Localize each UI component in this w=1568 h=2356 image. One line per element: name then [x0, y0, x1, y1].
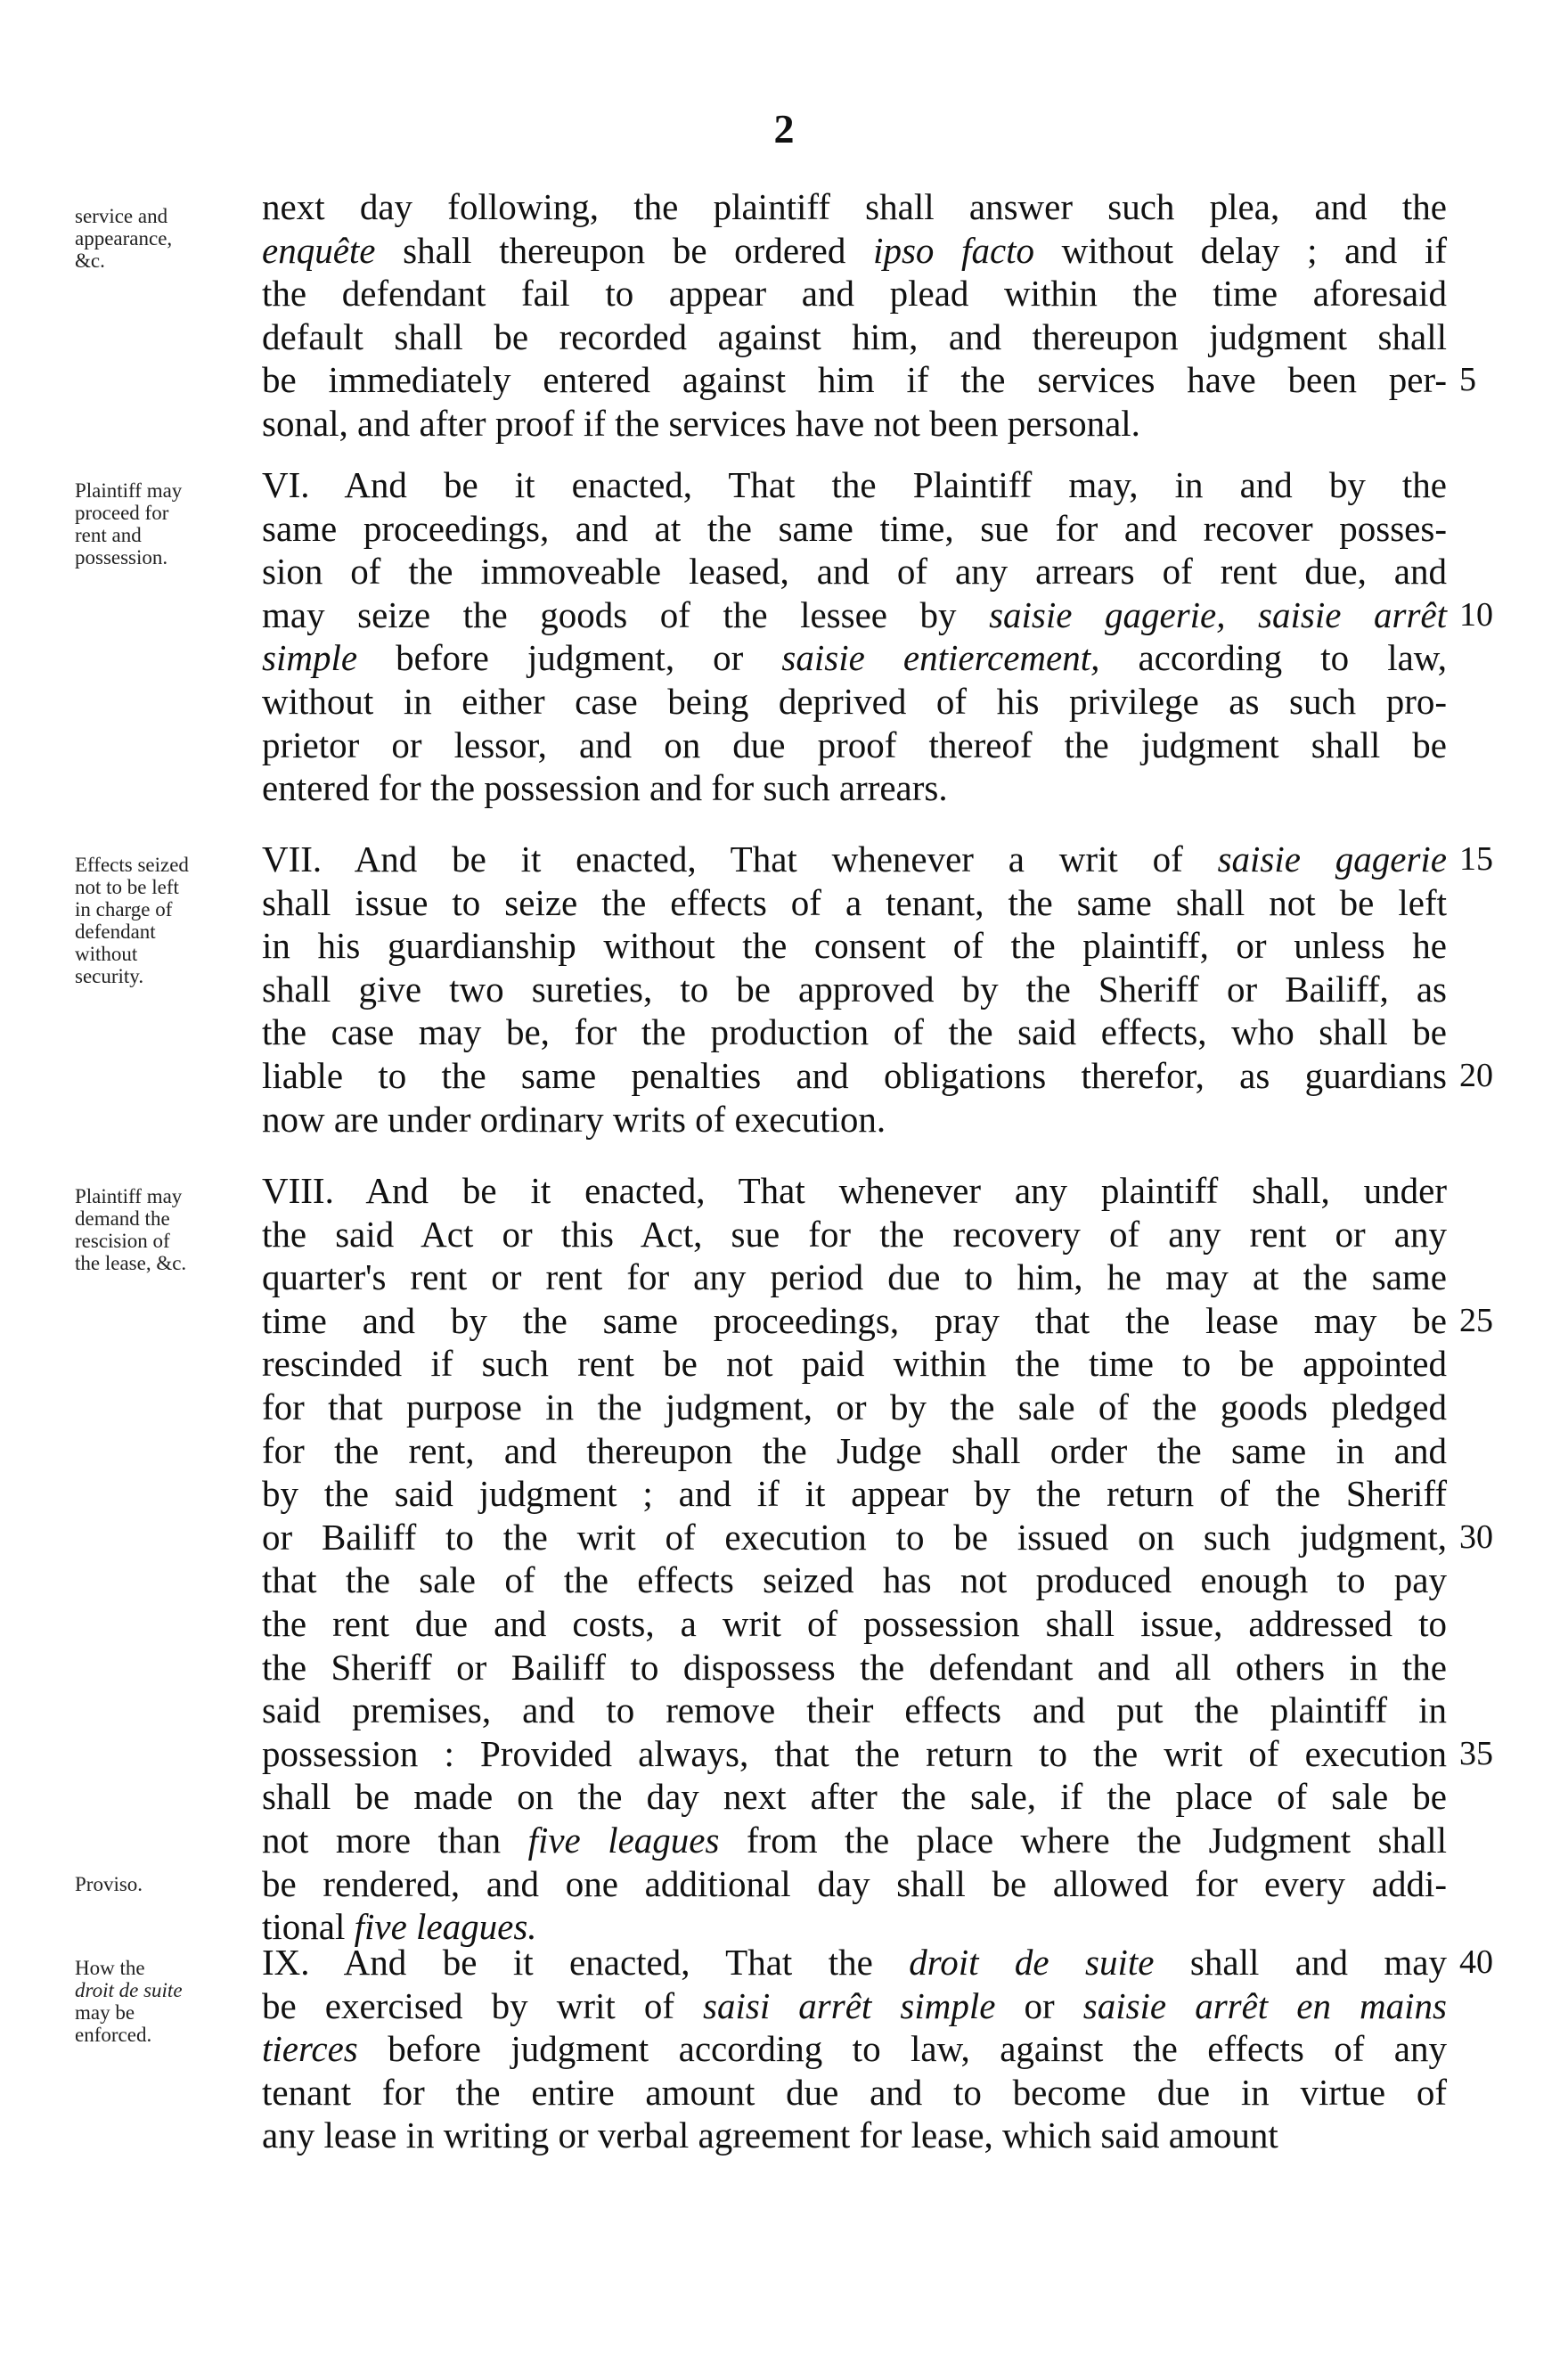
text-line [262, 2114, 1447, 2157]
line-number: 10 [1459, 595, 1493, 634]
text-run: now are under ordinary writs of execution. [262, 1098, 886, 1140]
text-line [262, 968, 1447, 1011]
text-line [262, 1732, 1447, 1776]
text-run: the rent due and costs, a writ of possession shall issue, addressed to [262, 1602, 1447, 1644]
text-line [262, 1558, 1447, 1602]
sidenote [75, 854, 244, 987]
text-run: shall thereupon be ordered [375, 229, 874, 271]
text-run: may seize the goods of the lessee by [262, 593, 990, 635]
text-line [262, 229, 1447, 273]
text-line [262, 463, 1447, 507]
italic-term: five leagues. [354, 1906, 537, 1948]
text-line [262, 1010, 1447, 1054]
sidenote-line: droit de suite [75, 1979, 183, 2001]
sidenote-line: How the [75, 1957, 145, 1979]
sidenote-line: may be [75, 2001, 135, 2024]
italic-term: five leagues [527, 1819, 720, 1861]
text-line [262, 593, 1447, 637]
text-run: by the said judgment ; and if it appear by the return of the Sheriff [262, 1473, 1447, 1515]
text-run: before judgment according to law, against the effects of any [357, 2028, 1447, 2070]
text-run: be exercised by writ of [262, 1984, 704, 2026]
text-line [262, 1984, 1447, 2028]
text-line [262, 1098, 1447, 1141]
text-run: said premises, and to remove their effects and put the plaintiff in [262, 1689, 1447, 1731]
text-line [262, 2071, 1447, 2115]
text-run: same proceedings, and at the same time, sue for and recover posses- [262, 507, 1447, 549]
text-line [262, 1256, 1447, 1299]
text-run: the defendant fail to appear and plead within the time aforesaid [262, 273, 1447, 315]
text-line [262, 507, 1447, 551]
text-line [262, 636, 1447, 680]
text-run: possession : Provided always, that the return to the writ of execution [262, 1732, 1447, 1774]
text-run: sonal, and after proof if the services have not been personal. [262, 402, 1140, 444]
text-run: IX. And be it enacted, That the [262, 1942, 910, 1983]
line-number: 40 [1459, 1943, 1493, 1981]
text-run: not more than [262, 1819, 528, 1861]
italic-term: ipso facto [873, 229, 1035, 271]
text-line [262, 185, 1447, 229]
text-run: be immediately entered against him if the services have been per- [262, 359, 1447, 401]
text-run: next day following, the plaintiff shall answer such plea, and the [262, 186, 1447, 227]
text-run: sion of the immoveable leased, and of any arrears of rent due, and [262, 551, 1447, 593]
text-run: time and by the same proceedings, pray that the lease may be [262, 1299, 1447, 1341]
text-line [262, 1299, 1447, 1343]
paragraph-body [262, 1941, 1447, 2157]
text-run: quarter's rent or rent for any period due to him, he may at the same [262, 1256, 1447, 1298]
text-line [262, 1602, 1447, 1646]
sidenote-line: &c. [75, 250, 105, 272]
sidenote-line: proceed for [75, 502, 169, 524]
text-line [262, 1689, 1447, 1732]
sidenote-line: defendant [75, 920, 156, 943]
line-number: 25 [1459, 1301, 1493, 1339]
sidenote [75, 205, 244, 272]
text-run: liable to the same penalties and obligations therefor, as guardians [262, 1054, 1447, 1096]
text-run: default shall be recorded against him, and thereupon judgment shall [262, 315, 1447, 357]
text-run: prietor or lessor, and on due proof thereof the judgment shall be [262, 724, 1447, 765]
text-line [262, 402, 1447, 446]
text-run: shall be made on the day next after the sale, if the place of sale be [262, 1776, 1447, 1818]
sidenote-line: rent and [75, 524, 142, 546]
italic-term: saisie entiercement, [781, 637, 1100, 679]
text-line [262, 358, 1447, 402]
text-line [262, 1775, 1447, 1819]
text-line [262, 1429, 1447, 1473]
paragraph-body [262, 838, 1447, 1141]
paragraph-body [262, 185, 1447, 446]
italic-term: enquête [262, 229, 376, 271]
text-line [262, 1386, 1447, 1429]
italic-term: saisie gagerie, saisie arrêt [989, 593, 1447, 635]
italic-term: saisi arrêt simple [703, 1984, 996, 2026]
sidenote-line: security. [75, 965, 144, 987]
paragraph-body [262, 1169, 1447, 1949]
text-line [262, 881, 1447, 925]
text-run: VII. And be it enacted, That whenever a writ of [262, 839, 1218, 879]
page-number: 2 [773, 106, 795, 151]
text-line [262, 1646, 1447, 1689]
italic-term: droit de suite [909, 1942, 1155, 1983]
sidenote-line: without [75, 943, 138, 965]
text-run: shall and may [1154, 1942, 1447, 1983]
text-line [262, 1819, 1447, 1862]
italic-term: saisie arrêt en mains [1082, 1984, 1447, 2026]
text-run: without delay ; and if [1034, 229, 1448, 271]
text-run: before judgment, or [357, 637, 782, 679]
line-number: 35 [1459, 1734, 1493, 1772]
text-run: tenant for the entire amount due and to become due in virtue of [262, 2071, 1447, 2113]
line-number: 5 [1459, 361, 1476, 399]
sidenote [75, 1185, 244, 1274]
text-line [262, 766, 1447, 810]
text-line [262, 315, 1447, 359]
text-line [262, 924, 1447, 968]
text-line [262, 1516, 1447, 1559]
text-line [262, 838, 1447, 881]
text-line [262, 550, 1447, 593]
italic-term: simple [262, 637, 358, 679]
text-run: VIII. And be it enacted, That whenever any plaintiff shall, under [262, 1170, 1447, 1211]
text-run: entered for the possession and for such arrears. [262, 767, 948, 809]
text-run: or Bailiff to the writ of execution to be issued on such judgment, [262, 1516, 1447, 1558]
text-run: according to law, [1099, 637, 1447, 679]
text-line [262, 724, 1447, 767]
sidenote-line: rescision of [75, 1230, 170, 1252]
sidenote-line: the lease, &c. [75, 1252, 187, 1274]
italic-term: tierces [262, 2028, 358, 2070]
sidenote-line: appearance, [75, 227, 173, 250]
sidenote-line: Plaintiff may [75, 1185, 183, 1207]
text-line [262, 1169, 1447, 1213]
text-run: tional [262, 1906, 355, 1948]
text-run: shall issue to seize the effects of a tenant, the same shall not be left [262, 881, 1447, 923]
text-run: shall give two sureties, to be approved by the Sheriff or Bailiff, as [262, 968, 1447, 1010]
text-line [262, 2027, 1447, 2071]
text-line [262, 680, 1447, 724]
text-run: the said Act or this Act, sue for the recovery of any rent or any [262, 1213, 1447, 1255]
text-run: VI. And be it enacted, That the Plaintiff may, in and by the [262, 464, 1447, 505]
text-run: or [995, 1984, 1083, 2026]
sidenote-line: in charge of [75, 898, 173, 920]
sidenote-line: not to be left [75, 876, 179, 898]
sidenote-proviso: Proviso. [75, 1872, 143, 1895]
text-line [262, 1472, 1447, 1516]
text-run: that the sale of the effects seized has not produced enough to pay [262, 1559, 1447, 1601]
line-number: 20 [1459, 1057, 1493, 1094]
sidenote-line: Plaintiff may [75, 479, 183, 502]
text-run: the case may be, for the production of the said effects, who shall be [262, 1011, 1447, 1053]
text-run: rescinded if such rent be not paid within the time to be appointed [262, 1343, 1447, 1385]
text-line [262, 1054, 1447, 1098]
text-line [262, 1862, 1447, 1906]
sidenote-line: service and [75, 205, 168, 227]
sidenote-line: possession. [75, 546, 168, 569]
sidenote [75, 479, 244, 569]
text-run: be rendered, and one additional day shall be allowed for every addi- [262, 1862, 1447, 1904]
text-run: any lease in writing or verbal agreement for lease, which said amount [262, 2115, 1278, 2156]
text-run: in his guardianship without the consent of the plaintiff, or unless he [262, 925, 1447, 967]
line-number: 15 [1459, 840, 1493, 878]
sidenote-line: demand the [75, 1207, 170, 1230]
sidenote-line: enforced. [75, 2024, 152, 2046]
text-run: for the rent, and thereupon the Judge shall order the same in and [262, 1429, 1447, 1471]
text-line [262, 1213, 1447, 1256]
text-line [262, 1342, 1447, 1386]
paragraph-body [262, 463, 1447, 810]
text-run: from the place where the Judgment shall [719, 1819, 1447, 1861]
sidenote-line: Effects seized [75, 854, 189, 876]
italic-term: saisie gagerie [1217, 839, 1447, 879]
text-line [262, 272, 1447, 315]
sidenote [75, 1957, 244, 2046]
text-line [262, 1941, 1447, 1984]
text-run: the Sheriff or Bailiff to dispossess the defendant and all others in the [262, 1646, 1447, 1688]
line-number: 30 [1459, 1517, 1493, 1556]
text-run: for that purpose in the judgment, or by the sale of the goods pledged [262, 1386, 1447, 1428]
text-run: without in either case being deprived of his privilege as such pro- [262, 680, 1447, 722]
